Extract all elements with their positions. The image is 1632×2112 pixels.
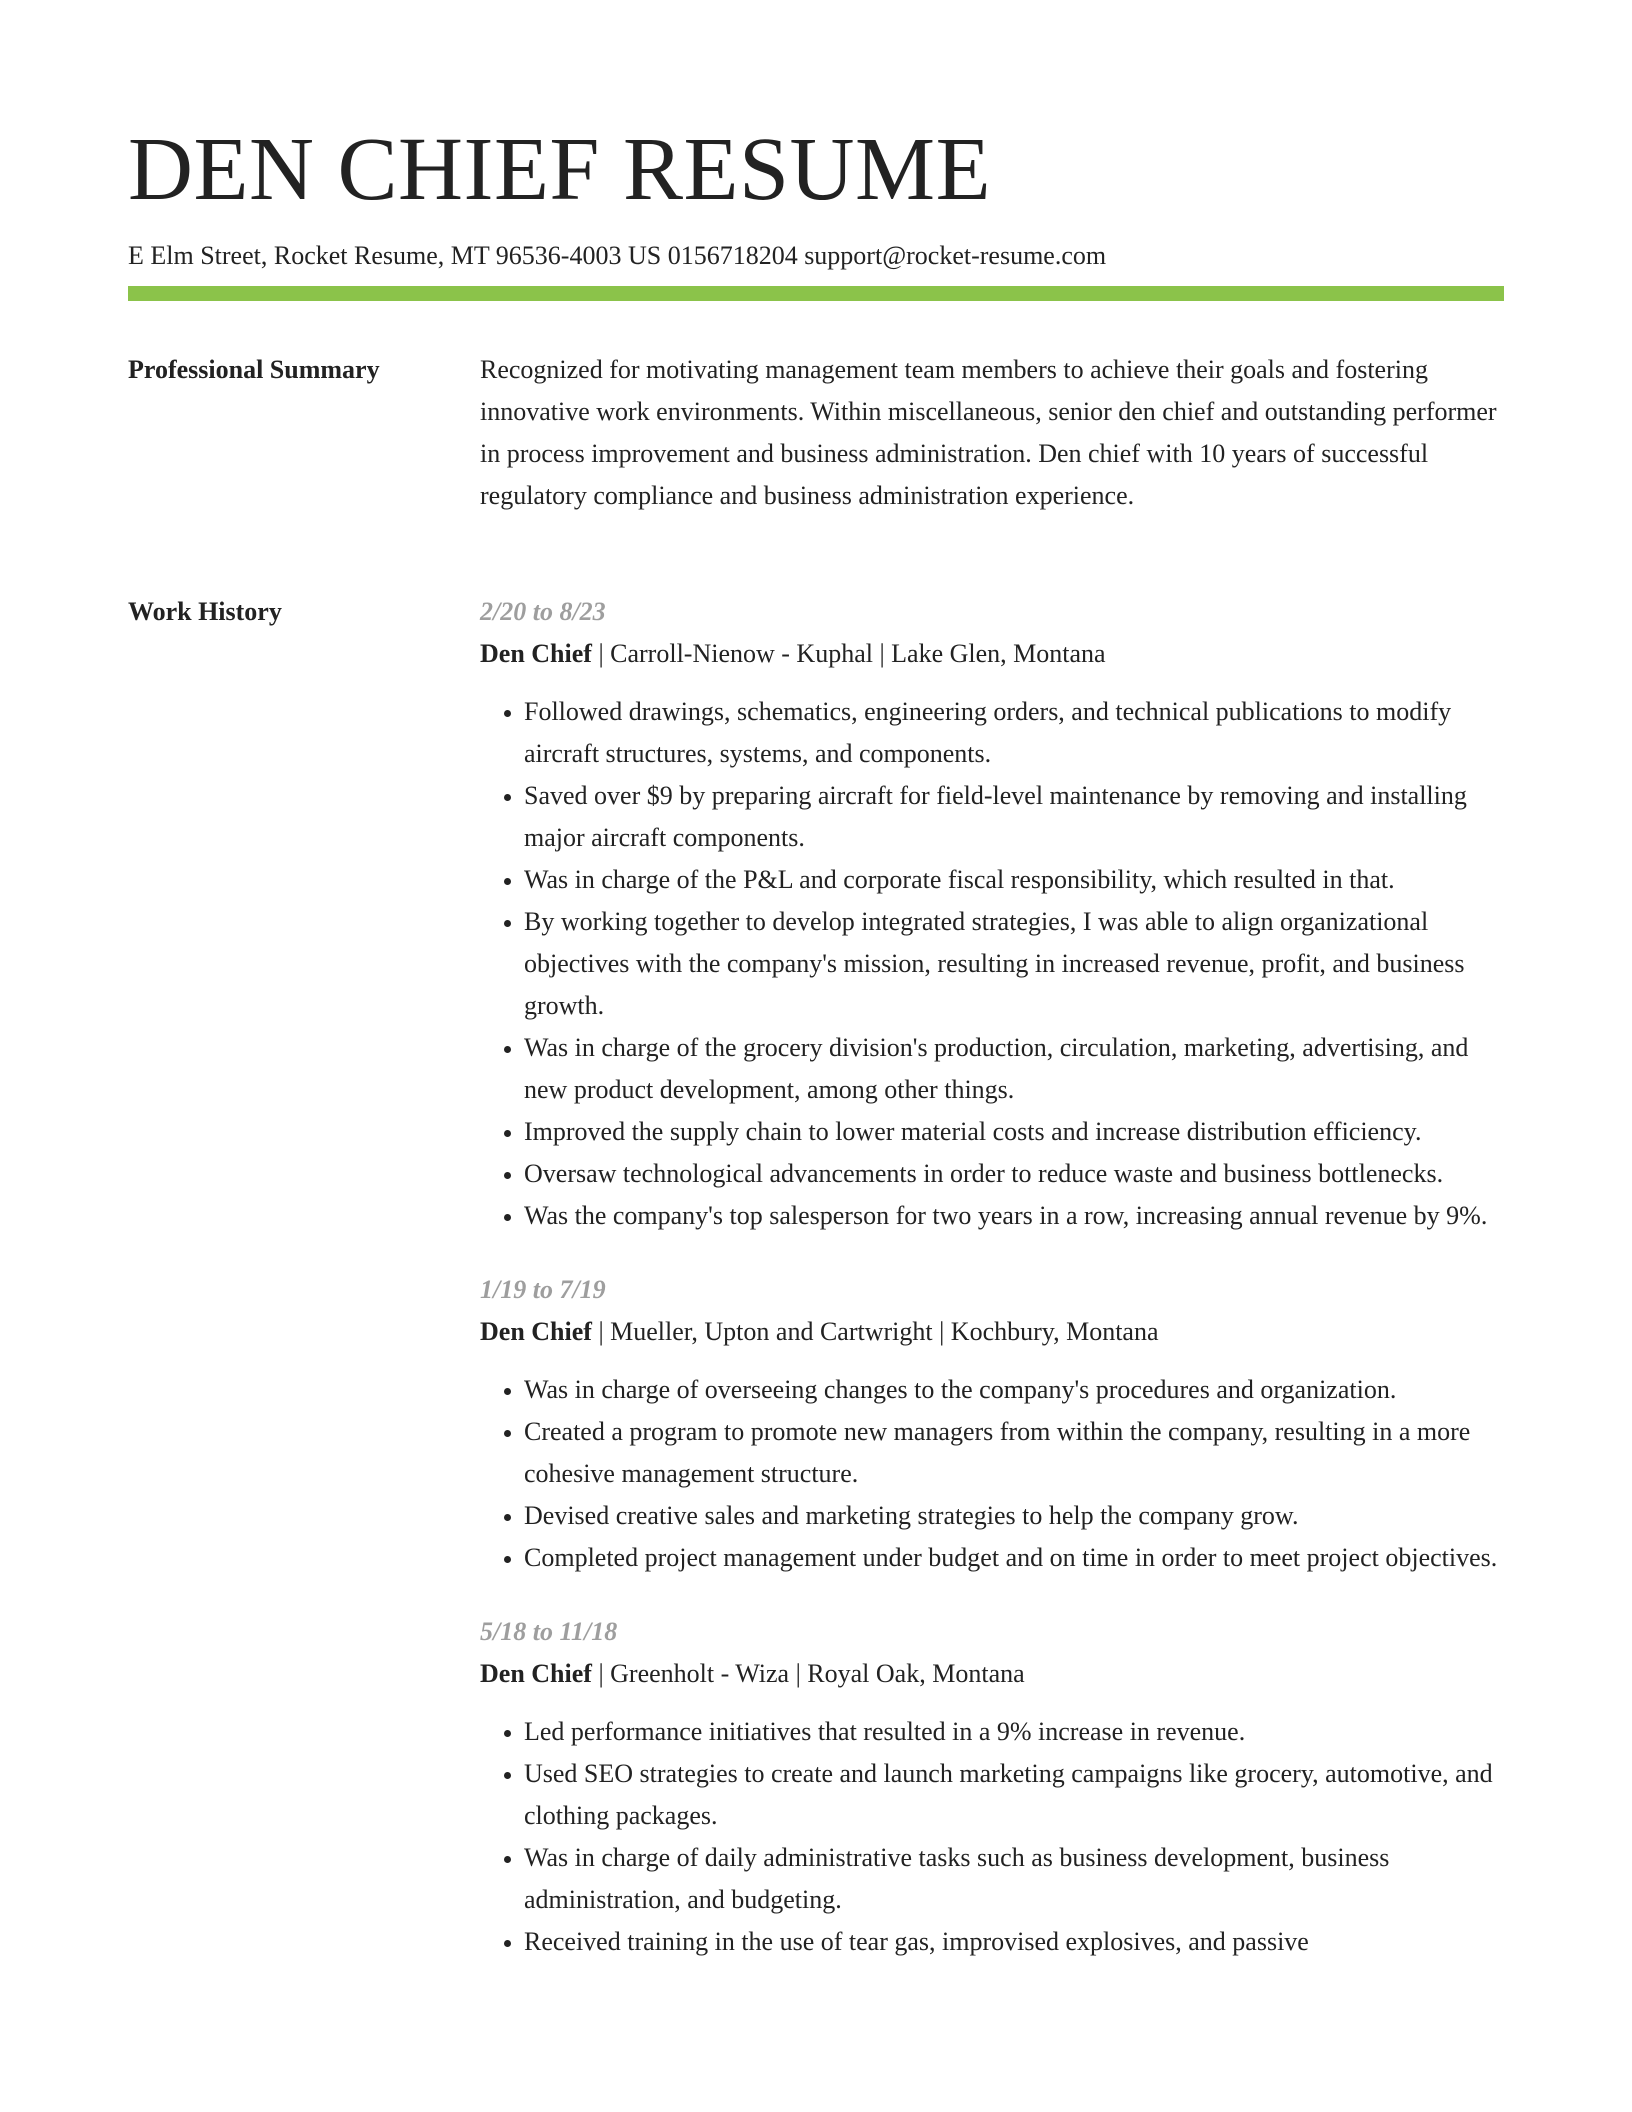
work-history-body: [480, 591, 1504, 1995]
job-bullet: • Used SEO strategies to create and launch marketing campaigns like grocery, automotive, and clothing packages.: [524, 1753, 1504, 1837]
job-bullets: [480, 1711, 1504, 1963]
job-entry: [480, 1269, 1504, 1579]
job-bullet: • Followed drawings, schematics, engineering orders, and technical publications to modify aircraft structures, systems, and components.: [524, 691, 1504, 775]
job-dates: 5/18 to 11/18: [480, 1617, 618, 1646]
job-bullet: • Completed project management under budget and on time in order to meet project objectives.: [524, 1537, 1504, 1579]
job-entry: [480, 1611, 1504, 1963]
resume-header: [128, 112, 1504, 274]
job-bullet: • Was in charge of overseeing changes to the company's procedures and organization.: [524, 1369, 1504, 1411]
job-role: Den Chief: [480, 1659, 592, 1688]
contact-info: E Elm Street, Rocket Resume, MT 96536-4003 US 0156718204 support@rocket-resume.com: [128, 241, 1107, 270]
job-bullet: • Was in charge of daily administrative tasks such as business development, business administration, and budgeting.: [524, 1837, 1504, 1921]
job-bullets: [480, 1369, 1504, 1579]
job-details: | Mueller, Upton and Cartwright | Kochbury, Montana: [591, 1317, 1159, 1346]
job-bullet: • Was the company's top salesperson for two years in a row, increasing annual revenue by 9%.: [524, 1195, 1504, 1237]
summary-body: [480, 349, 1504, 517]
job-bullet: • By working together to develop integrated strategies, I was able to align organizational objectives with the company's mission, resulting in increased revenue, profit, and business growth.: [524, 901, 1504, 1027]
summary-text: Recognized for motivating management team members to achieve their goals and fostering innovative work environments. Within miscellaneous, senior den chief and outstanding performer in process improvement and business administration. Den chief with 10 years of successful regulatory compliance and business administration experience.: [480, 355, 1497, 510]
job-bullet: • Led performance initiatives that resulted in a 9% increase in revenue.: [524, 1711, 1504, 1753]
job-bullet: • Oversaw technological advancements in order to reduce waste and business bottlenecks.: [524, 1153, 1504, 1195]
job-dates: 1/19 to 7/19: [480, 1275, 606, 1304]
job-bullet: • Saved over $9 by preparing aircraft for field-level maintenance by removing and installing major aircraft components.: [524, 775, 1504, 859]
job-details: | Carroll-Nienow - Kuphal | Lake Glen, Montana: [591, 639, 1106, 668]
job-role: Den Chief: [480, 1317, 592, 1346]
job-bullet: • Improved the supply chain to lower material costs and increase distribution efficiency.: [524, 1111, 1504, 1153]
job-bullet: • Received training in the use of tear gas, improvised explosives, and passive: [524, 1921, 1504, 1963]
job-details: | Greenholt - Wiza | Royal Oak, Montana: [591, 1659, 1025, 1688]
job-bullet: • Was in charge of the P&L and corporate fiscal responsibility, which resulted in that.: [524, 859, 1504, 901]
accent-divider: [128, 286, 1504, 301]
job-title-line: [480, 1311, 1504, 1353]
job-title-line: [480, 1653, 1504, 1695]
job-bullet: • Created a program to promote new managers from within the company, resulting in a more cohesive management structure.: [524, 1411, 1504, 1495]
job-bullet: • Devised creative sales and marketing strategies to help the company grow.: [524, 1495, 1504, 1537]
resume-title: DEN CHIEF RESUME: [128, 120, 992, 219]
summary-label: Professional Summary: [128, 355, 380, 384]
job-entry: [480, 591, 1504, 1237]
job-title-line: [480, 633, 1504, 675]
job-dates: 2/20 to 8/23: [480, 597, 606, 626]
job-bullets: [480, 691, 1504, 1237]
job-bullet: • Was in charge of the grocery division's production, circulation, marketing, advertising, and new product development, among other things.: [524, 1027, 1504, 1111]
work-history-label: Work History: [128, 597, 282, 626]
job-role: Den Chief: [480, 639, 592, 668]
